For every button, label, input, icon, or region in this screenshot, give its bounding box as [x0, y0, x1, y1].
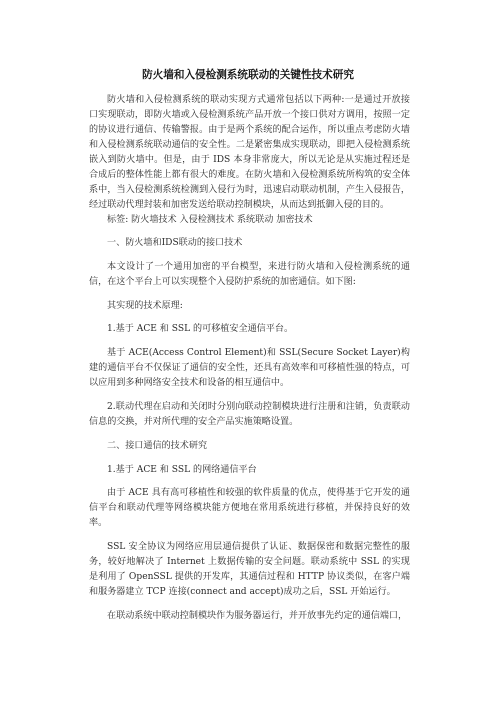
point-3-network-platform: 1.基于 ACE 和 SSL 的网络通信平台 — [107, 465, 257, 475]
document-title: 防火墙和入侵检测系统联动的关键性技术研究 — [142, 69, 354, 81]
paragraph-principle: 其实现的技术原理: — [107, 301, 183, 311]
keywords-line: 标签: 防火墙技术 入侵检测技术 系统联动 加密技术 — [107, 215, 313, 225]
paragraph-ace-portability: 由于 ACE 具有高可移植性和较强的软件质量的优点，使得基于它开发的通信平台和联动代理等网络模块能方便地在常用系统进行移植，并保持良好的效率。 — [89, 488, 410, 528]
paragraph-ace-ssl-details: 基于 ACE(Access Control Element)和 SSL(Secure Socket Layer)构建的通信平台不仅保证了通信的安全性，还具有高效率和可移植性强的特点，可以应用到多种网络安全技术和设备的相互通信中。 — [89, 348, 410, 388]
section-heading-2: 二、接口通信的技术研究 — [107, 441, 208, 451]
paragraph-server-port: 在联动系统中联动控制模块作为服务器运行，并开放事先约定的通信端口， — [107, 611, 408, 621]
point-2-linkage-agent: 2.联动代理在启动和关闭时分别向联动控制模块进行注册和注销，负责联动信息的交换，并对所代理的安全产品实施策略设置。 — [89, 402, 410, 427]
abstract-paragraph: 防火墙和入侵检测系统的联动实现方式通常包括以下两种:一是通过开放接口实现联动，即防火墙或入侵检测系统产品开放一个接口供对方调用，按照一定的协议进行通信、传输警报。由于是两个系统的配合运作，所以重点考虑防火墙和入侵检测系统联动通信的安全性。二是紧密集成实现联动，即把入侵检测系统嵌入到防火墙中。但是，由于 IDS 本身非常庞大，所以无论是从实施过程还是合成后的整体性能上都有很大的难度。在防火墙和入侵检测系统所构筑的安全体系中，当入侵检测系统检测到入侵行为时，迅速启动联动机制，产生入侵报告，经过联动代理封装和加密发送给联动控制模块，从而达到抵御入侵的目的。 — [89, 95, 410, 210]
paragraph-platform-model: 本文设计了一个通用加密的平台模型，来进行防火墙和入侵检测系统的通信，在这个平台上可以实现整个入侵防护系统的加密通信。如下图: — [89, 262, 410, 287]
section-heading-1: 一、防火墙和IDS联动的接口技术 — [107, 238, 243, 248]
paragraph-ssl-protocol: SSL 安全协议为网络应用层通信提供了认证、数据保密和数据完整性的服务，较好地解决了 Internet 上数据传输的安全问题。联动系统中 SSL 的实现是利用了 OpenSSL 提供的开发库，其通信过程和 HTTP 协议类似，在客户端和服务器建立 TCP 连接(connect and accept)成功之后，SSL 开始运行。 — [89, 542, 410, 597]
point-1-ace-ssl-platform: 1.基于 ACE 和 SSL 的可移植安全通信平台。 — [107, 324, 294, 334]
